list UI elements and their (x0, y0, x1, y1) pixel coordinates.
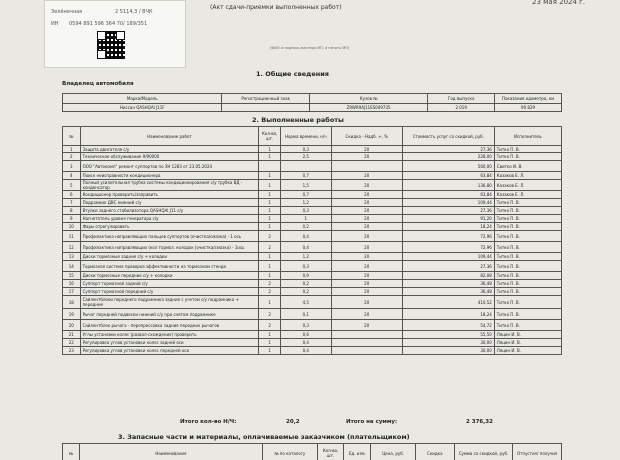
work-qty: 1 (259, 223, 281, 231)
col-executor: Исполнитель (494, 127, 561, 146)
col-plate: Регистрационный знак (222, 94, 309, 104)
work-executor: Титко П. В. (494, 153, 561, 161)
work-num: 21 (63, 331, 81, 339)
work-num: 4 (63, 172, 81, 180)
work-name: Подрамник ДВС нижний с/у (80, 199, 259, 207)
vehicle-table (62, 93, 562, 112)
work-executor: Титко П. В. (494, 320, 561, 331)
work-cost: 27,36 (402, 261, 494, 272)
col-odometer: Показания одометра, км (495, 94, 562, 104)
work-executor: Ляцин И. В. (494, 339, 561, 347)
work-discount: 20 (331, 253, 402, 261)
works-table (62, 126, 562, 355)
work-discount: 20 (331, 261, 402, 272)
work-num: 22 (63, 339, 81, 347)
work-name: Диски тормозные задние с/у + колодки (80, 253, 259, 261)
document-title: (Акт сдачи-приемки выполненных работ) (210, 4, 342, 11)
work-discount: 20 (331, 309, 402, 320)
work-discount: 20 (331, 272, 402, 280)
work-cost: 36,48 (402, 280, 494, 288)
work-name: Углы установки колес (развал-схождение) проверить (80, 331, 259, 339)
parts-col-num: № (63, 444, 80, 460)
work-name: Профилактика направляющих (кол тормоз. колодок (очистка/смазка) - 1ось (80, 242, 259, 253)
work-discount: 20 (331, 242, 402, 253)
col-work-name: Наименование работ (80, 127, 259, 146)
work-qty: 1 (259, 153, 281, 161)
work-row (63, 199, 562, 207)
receipt-value2: 0594 891 596 364 70/ 189/351 (69, 21, 148, 27)
work-qty: 1 (259, 199, 281, 207)
work-cost: 91,20 (402, 215, 494, 223)
work-name: Профилактика направляющих пальцев суппортов (очистка/смазка) - 1 ось (80, 231, 259, 242)
work-row (63, 146, 562, 153)
vehicle-odometer: 90 829 (495, 104, 562, 112)
work-executor: Титко П. В. (494, 146, 561, 153)
work-name: Диски тормозные передние с/у + колодки (80, 272, 259, 280)
work-qty: 2 (259, 320, 281, 331)
work-qty: 1 (259, 347, 281, 355)
work-cost: 109,44 (402, 199, 494, 207)
work-discount (331, 331, 402, 339)
work-discount (331, 161, 402, 172)
work-discount: 20 (331, 288, 402, 296)
work-executor: Титко П. В. (494, 253, 561, 261)
work-row (63, 339, 562, 347)
work-row (63, 242, 562, 253)
work-qty: 2 (259, 231, 281, 242)
receipt-stub (44, 0, 186, 68)
work-num: 3 (63, 161, 81, 172)
work-norm: 1,2 (280, 199, 331, 207)
work-row (63, 223, 562, 231)
work-executor: Титко П. В. (494, 272, 561, 280)
work-num: 9 (63, 215, 81, 223)
work-qty: 1 (259, 253, 281, 261)
work-num: 15 (63, 272, 81, 280)
work-name: Суппорт тормозной передний с/у (80, 288, 259, 296)
total-nh-label: Итого кол-во Н/Ч: (180, 419, 237, 425)
work-cost: 30,00 (402, 347, 494, 355)
work-cost: 63,84 (402, 191, 494, 199)
col-make: Марка/Модель (63, 94, 222, 104)
work-name: Суппорт тормозной задний с/у (80, 280, 259, 288)
work-cost: 136,80 (402, 180, 494, 191)
work-executor: Казаков Е. Л. (494, 191, 561, 199)
total-sum-label: Итого на сумму: (346, 419, 398, 425)
work-norm: 1 (280, 215, 331, 223)
work-name: Нагнетатель уровня генератора с/у (80, 215, 259, 223)
parts-table (62, 443, 562, 460)
work-row (63, 153, 562, 161)
parts-col-unit: Ед. изм. (344, 444, 371, 460)
work-cost: 72,96 (402, 231, 494, 242)
work-num: 5 (63, 180, 81, 191)
work-cost: 30,00 (402, 339, 494, 347)
work-cost: 18,24 (402, 309, 494, 320)
parts-col-issued: Отпустил/ получил (513, 444, 562, 460)
work-name: Техническое обслуживание 9/90000 (80, 153, 259, 161)
work-qty: 2 (259, 280, 281, 288)
work-num: 13 (63, 253, 81, 261)
work-num: 14 (63, 261, 81, 272)
work-name: Поиск неисправности кондиционера (80, 172, 259, 180)
col-qty: Кол-во, шт. (259, 127, 281, 146)
work-discount (331, 347, 402, 355)
parts-col-name: Наименование (79, 444, 262, 460)
col-body: Кузов № (309, 94, 427, 104)
work-executor: Титко П. В. (494, 242, 561, 253)
vehicle-data-row (63, 104, 562, 112)
work-row (63, 261, 562, 272)
work-norm: 0,7 (280, 172, 331, 180)
work-discount: 20 (331, 215, 402, 223)
work-name: Тормозная система проверка эффективности на тормозном стенде (80, 261, 259, 272)
work-norm: 0,9 (280, 272, 331, 280)
work-executor: Титко П. В. (494, 296, 561, 309)
work-num: 6 (63, 191, 81, 199)
work-qty: 1 (259, 191, 281, 199)
work-executor: Титко П. В. (494, 309, 561, 320)
work-discount: 20 (331, 199, 402, 207)
work-norm: 0,4 (280, 242, 331, 253)
vehicle-body: Z9WR9AJ11ES049735 (309, 104, 427, 112)
work-norm: 0,6 (280, 331, 331, 339)
work-name: Сайлентблоки переднего подрамника задние с учетом с/у подрамника + передние (80, 296, 259, 309)
work-num: 2 (63, 153, 81, 161)
receipt-line2: ИН (51, 21, 59, 27)
total-sum-value: 2 376,32 (466, 419, 493, 425)
section1-title: 1. Общие сведения (256, 70, 329, 78)
vehicle-plate (222, 104, 309, 112)
work-discount: 20 (331, 146, 402, 153)
work-executor: Титко П. В. (494, 288, 561, 296)
work-discount: 20 (331, 191, 402, 199)
work-row (63, 288, 562, 296)
work-executor: Казаков Е. Л. (494, 180, 561, 191)
work-cost: 82,08 (402, 272, 494, 280)
work-row (63, 180, 562, 191)
work-discount: 20 (331, 280, 402, 288)
work-discount: 20 (331, 153, 402, 161)
vehicle-make: Ниссан QASHQAI J11F (63, 104, 222, 112)
work-norm: 1,2 (280, 253, 331, 261)
work-num: 10 (63, 223, 81, 231)
work-norm: 0,2 (280, 280, 331, 288)
work-qty: 1 (259, 207, 281, 215)
work-norm: 0,3 (280, 146, 331, 153)
work-norm: 0,3 (280, 261, 331, 272)
work-row (63, 320, 562, 331)
vehicle-year: 2 019 (428, 104, 495, 112)
work-cost: 27,36 (402, 146, 494, 153)
work-name: ООО "Автокомп" ремонт суппортов по ЗН 1283 от 23.05.2024 (80, 161, 259, 172)
work-cost: 72,96 (402, 242, 494, 253)
work-num: 19 (63, 309, 81, 320)
work-norm (280, 161, 331, 172)
work-row (63, 309, 562, 320)
work-norm: 0,2 (280, 288, 331, 296)
work-name: Втулки заднего стабилизатора QASHQAI J11 с/у (80, 207, 259, 215)
parts-header-row (63, 444, 562, 460)
col-year: Год выпуска (428, 94, 495, 104)
parts-col-discount: Скидка (415, 444, 454, 460)
work-qty: 2 (259, 309, 281, 320)
work-executor: Титко П. В. (494, 207, 561, 215)
receipt-value1: 2 5114,3 / ВЧК (115, 9, 153, 15)
work-num: 16 (63, 280, 81, 288)
work-row (63, 207, 562, 215)
work-name: Защита двигателя с/у (80, 146, 259, 153)
work-name: Регулировка углов установки колес задней оси (80, 339, 259, 347)
work-row (63, 191, 562, 199)
work-cost: 36,48 (402, 288, 494, 296)
works-header-row (63, 127, 562, 146)
work-discount (331, 339, 402, 347)
work-norm: 0,7 (280, 191, 331, 199)
owner-label: Владелец автомобиля (62, 81, 134, 87)
work-row (63, 172, 562, 180)
work-discount: 20 (331, 231, 402, 242)
work-cost: 228,00 (402, 153, 494, 161)
work-executor: Ляцин И. В. (494, 347, 561, 355)
work-num: 12 (63, 242, 81, 253)
work-executor: Свитко И. В. (494, 161, 561, 172)
work-discount: 20 (331, 223, 402, 231)
work-discount: 20 (331, 207, 402, 215)
work-discount: 20 (331, 320, 402, 331)
work-num: 18 (63, 296, 81, 309)
work-qty: 2 (259, 288, 281, 296)
work-norm: 2,5 (280, 153, 331, 161)
document-date: 23 мая 2024 г. (532, 0, 586, 6)
work-qty: 1 (259, 215, 281, 223)
col-cost: Стоимость услуг со скидкой, руб. (402, 127, 494, 146)
parts-col-catalog: № по каталогу (263, 444, 318, 460)
work-norm: 1,5 (280, 180, 331, 191)
work-qty: 1 (259, 339, 281, 347)
work-discount: 20 (331, 296, 402, 309)
work-row (63, 296, 562, 309)
work-name: Регулировка углов установки колес передней оси (80, 347, 259, 355)
section2-title: 2. Выполненные работы (252, 116, 344, 124)
work-qty: 1 (259, 172, 281, 180)
work-executor: Титко П. В. (494, 231, 561, 242)
work-num: 11 (63, 231, 81, 242)
work-row (63, 272, 562, 280)
work-row (63, 215, 562, 223)
work-cost: 55,50 (402, 331, 494, 339)
vehicle-header-row (63, 94, 562, 104)
work-num: 1 (63, 146, 81, 153)
work-qty (259, 161, 281, 172)
col-num: № (63, 127, 81, 146)
work-row (63, 347, 562, 355)
work-executor: Ляцин И. В. (494, 331, 561, 339)
work-qty: 1 (259, 261, 281, 272)
work-cost: 560,00 (402, 161, 494, 172)
section3-title: 3. Запасные части и материалы, оплачиваемые заказчиком (плательщиком) (118, 433, 410, 441)
document-subnote: (ФИО и подпись мастера МП, и печать МП) (270, 46, 350, 50)
work-row (63, 161, 562, 172)
work-norm: 0,3 (280, 207, 331, 215)
work-cost: 54,72 (402, 320, 494, 331)
work-executor: Казаков Е. Л. (494, 172, 561, 180)
work-norm: 4,5 (280, 296, 331, 309)
work-discount: 20 (331, 180, 402, 191)
work-qty: 1 (259, 146, 281, 153)
work-row (63, 231, 562, 242)
work-row (63, 280, 562, 288)
work-name: Кондиционер проверить/заправить (80, 191, 259, 199)
work-executor: Титко П. В. (494, 280, 561, 288)
work-qty: 2 (259, 242, 281, 253)
qr-code-icon (97, 31, 125, 59)
work-norm: 0,4 (280, 339, 331, 347)
work-num: 8 (63, 207, 81, 215)
work-name: Полный усилительная трубка системы кондиционирования с/у трубка ВД - конденсатор (80, 180, 259, 191)
work-norm: 0,2 (280, 223, 331, 231)
work-executor: Титко П. В. (494, 215, 561, 223)
total-nh-value: 20,2 (286, 419, 300, 425)
work-num: 23 (63, 347, 81, 355)
col-discount: Скидка - Надб. +, % (331, 127, 402, 146)
work-num: 7 (63, 199, 81, 207)
work-norm: 0,4 (280, 231, 331, 242)
work-executor: Титко П. В. (494, 223, 561, 231)
work-name: Рычаг передней подвески нижний с/у при снятом подрамнике (80, 309, 259, 320)
parts-col-price: Цена, руб. (371, 444, 416, 460)
work-row (63, 331, 562, 339)
work-row (63, 253, 562, 261)
work-norm: 0,1 (280, 309, 331, 320)
work-norm: 0,4 (280, 347, 331, 355)
parts-col-qty: Кол-во, шт. (317, 444, 344, 460)
work-cost: 18,24 (402, 223, 494, 231)
work-num: 20 (63, 320, 81, 331)
work-cost: 109,44 (402, 253, 494, 261)
parts-col-sum: Сумма со скидкой, руб. (454, 444, 513, 460)
work-qty: 1 (259, 272, 281, 280)
work-qty: 1 (259, 180, 281, 191)
work-executor: Титко П. В. (494, 199, 561, 207)
work-cost: 27,36 (402, 207, 494, 215)
work-discount: 20 (331, 172, 402, 180)
work-qty: 1 (259, 331, 281, 339)
work-name: Сайлентблок рычага - перепрессовка задние передних рычагов (80, 320, 259, 331)
work-name: Фары отрегулировать (80, 223, 259, 231)
work-num: 17 (63, 288, 81, 296)
col-norm: Норма времени, н/ч (280, 127, 331, 146)
work-cost: 63,84 (402, 172, 494, 180)
work-qty: 1 (259, 296, 281, 309)
work-cost: 410,52 (402, 296, 494, 309)
receipt-line1: Зелёнечная (51, 9, 83, 15)
work-executor: Титко П. В. (494, 261, 561, 272)
work-norm: 0,3 (280, 320, 331, 331)
